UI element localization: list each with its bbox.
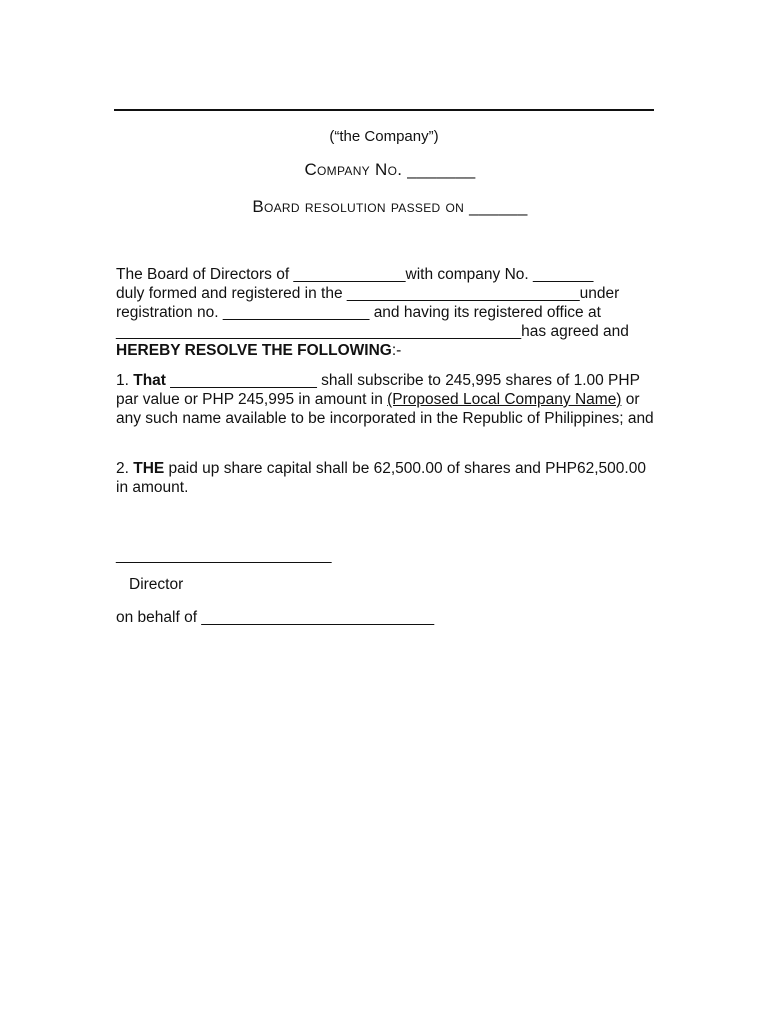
intro-line: _______________________________________________has agreed and <box>116 323 629 340</box>
company-number-heading: Company No. _______ <box>304 160 476 179</box>
resolve-heading: HEREBY RESOLVE THE FOLLOWING <box>116 342 392 359</box>
signature-line: _________________________ <box>116 547 332 564</box>
on-behalf-line: on behalf of ___________________________ <box>116 609 435 626</box>
clause-2-number: 2. <box>116 460 129 477</box>
clause-1-number: 1. <box>116 372 129 389</box>
intro-line: registration no. _________________ and having its registered office at <box>116 304 601 321</box>
clause-1-text: _________________ shall subscribe to 245,995 shares of 1.00 PHP par value or PHP 245,995 in amount in <box>116 372 640 408</box>
intro-paragraph <box>116 265 656 360</box>
resolve-suffix: :- <box>391 342 402 359</box>
clause-1-text-end: or any such name available to be incorporated in the Republic of Philippines; and <box>116 391 654 427</box>
clause-2-text: paid up share capital shall be 62,500.00 of shares and PHP62,500.00 in amount. <box>116 460 646 496</box>
resolve-heading-line <box>116 341 656 360</box>
intro-line: duly formed and registered in the ___________________________under <box>116 285 620 302</box>
clause-2-keyword: THE <box>133 460 165 477</box>
intro-line: The Board of Directors of _____________with company No. _______ <box>116 266 594 283</box>
clause-1 <box>116 371 656 428</box>
clause-2 <box>116 459 656 497</box>
board-resolution-heading: Board resolution passed on ______ <box>252 197 528 216</box>
director-label: Director <box>129 576 184 593</box>
company-reference: (“the Company”) <box>329 128 439 145</box>
top-rule <box>114 109 654 111</box>
clause-1-keyword: That <box>133 372 166 389</box>
proposed-company-name: (Proposed Local Company Name) <box>387 391 622 408</box>
